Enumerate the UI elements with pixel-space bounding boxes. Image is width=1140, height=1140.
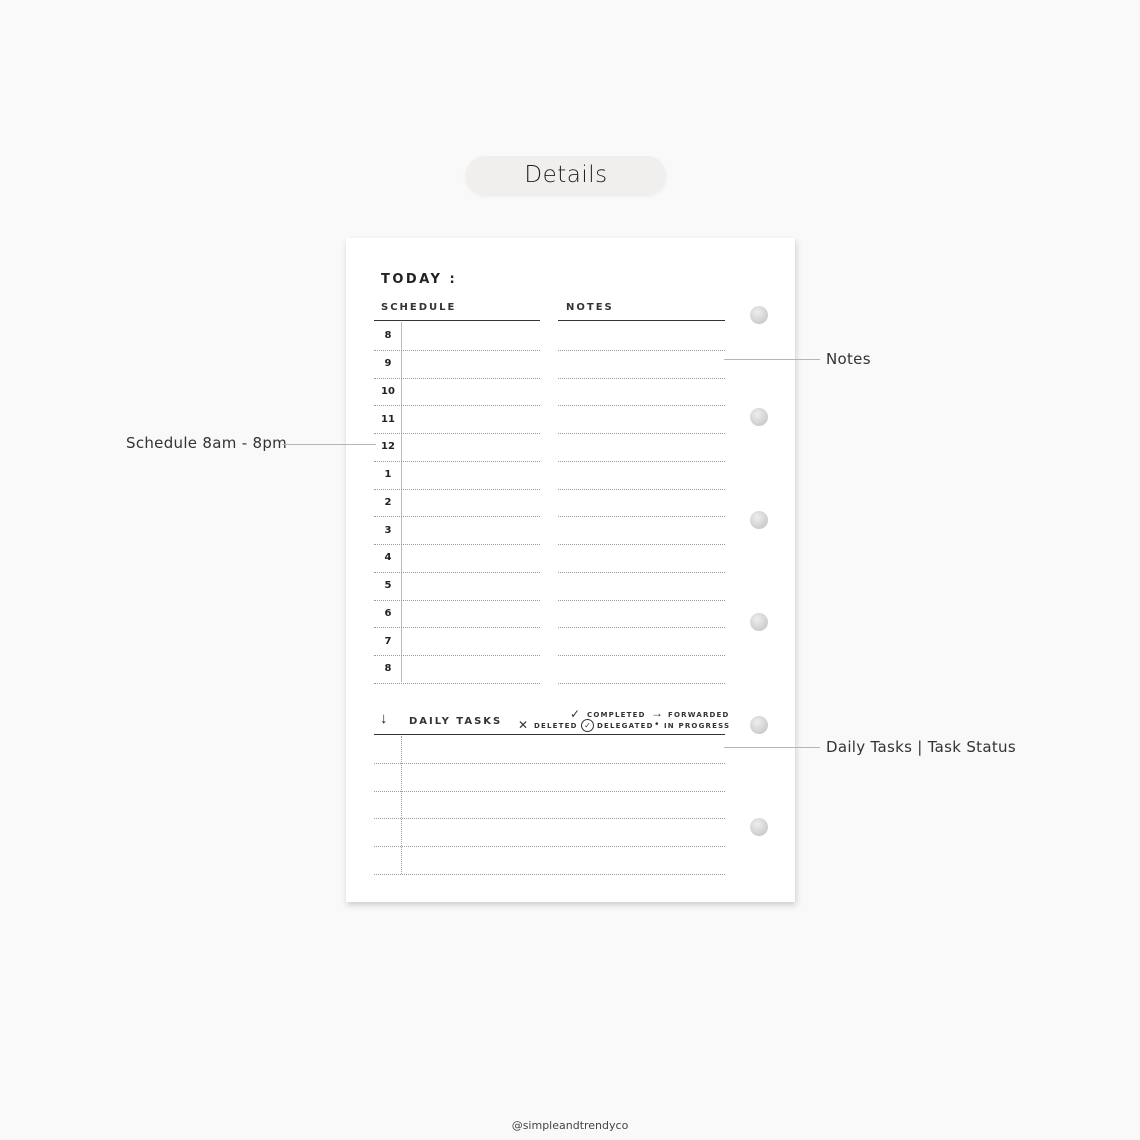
schedule-line [374,489,540,490]
ring-hole [750,408,768,426]
task-line [374,874,725,875]
details-badge [466,156,666,194]
notes-line [558,627,725,628]
notes-line [558,433,725,434]
ring-hole [750,716,768,734]
hour-label: 1 [384,469,392,481]
schedule-line [374,405,540,406]
hour-label: 2 [384,496,392,508]
hour-label: 6 [384,607,392,619]
legend-forwarded: FORWARDED [668,711,730,719]
schedule-line [374,683,540,684]
notes-line [558,350,725,351]
notes-line [558,516,725,517]
hour-label: 3 [384,524,392,536]
ring-hole [750,511,768,529]
legend-in-progress: IN PROGRESS [664,722,731,730]
schedule-line [374,350,540,351]
daily-tasks-header-rule [374,734,725,735]
schedule-line [374,655,540,656]
notes-header: NOTES [566,302,614,313]
schedule-callout: Schedule 8am - 8pm [126,434,288,452]
hour-label: 5 [384,580,392,592]
hour-label: 9 [384,358,392,370]
tasks-checkbox-divider [401,736,402,874]
schedule-line [374,461,540,462]
hour-label: 4 [384,552,392,564]
credit-handle: @simpleandtrendyco [511,1119,629,1132]
schedule-header-rule [374,320,540,321]
planner-sheet [346,238,795,902]
notes-line [558,655,725,656]
ring-hole [750,613,768,631]
schedule-line [374,600,540,601]
circle-check-icon: ✓ [581,719,594,732]
schedule-line [374,544,540,545]
schedule-line [374,378,540,379]
schedule-line [374,433,540,434]
ring-hole [750,306,768,324]
task-line [374,846,725,847]
notes-line [558,572,725,573]
hour-label: 10 [381,385,395,397]
task-line [374,763,725,764]
arrow-down-icon: ↓ [380,710,388,727]
tasks-callout: Daily Tasks | Task Status [826,738,1016,756]
today-label: TODAY : [381,272,458,287]
legend-deleted: DELETED [534,722,578,730]
notes-line [558,405,725,406]
schedule-line [374,572,540,573]
notes-line [558,378,725,379]
hour-label: 8 [384,330,392,342]
notes-line [558,683,725,684]
notes-leader-line [724,359,820,360]
notes-line [558,600,725,601]
tasks-leader-line [724,747,820,748]
schedule-leader-line [282,444,376,445]
schedule-line [374,516,540,517]
notes-header-rule [558,320,725,321]
ring-hole [750,818,768,836]
hour-label: 8 [384,663,392,675]
daily-tasks-header: DAILY TASKS [409,716,503,727]
notes-line [558,544,725,545]
hour-label: 11 [381,413,395,425]
schedule-line [374,627,540,628]
notes-callout: Notes [826,350,871,368]
hour-label: 12 [381,441,395,453]
task-line [374,791,725,792]
legend-completed: COMPLETED [587,711,646,719]
legend-delegated: DELEGATED [597,722,654,730]
notes-line [558,489,725,490]
check-icon: ✓ [570,707,581,721]
details-title: Details [524,162,608,188]
hour-label: 7 [384,635,392,647]
task-line [374,818,725,819]
schedule-header: SCHEDULE [381,302,457,313]
bullet-icon: • [655,719,659,730]
arrow-right-icon: → [651,706,663,720]
x-icon: ✕ [518,718,529,732]
notes-line [558,461,725,462]
